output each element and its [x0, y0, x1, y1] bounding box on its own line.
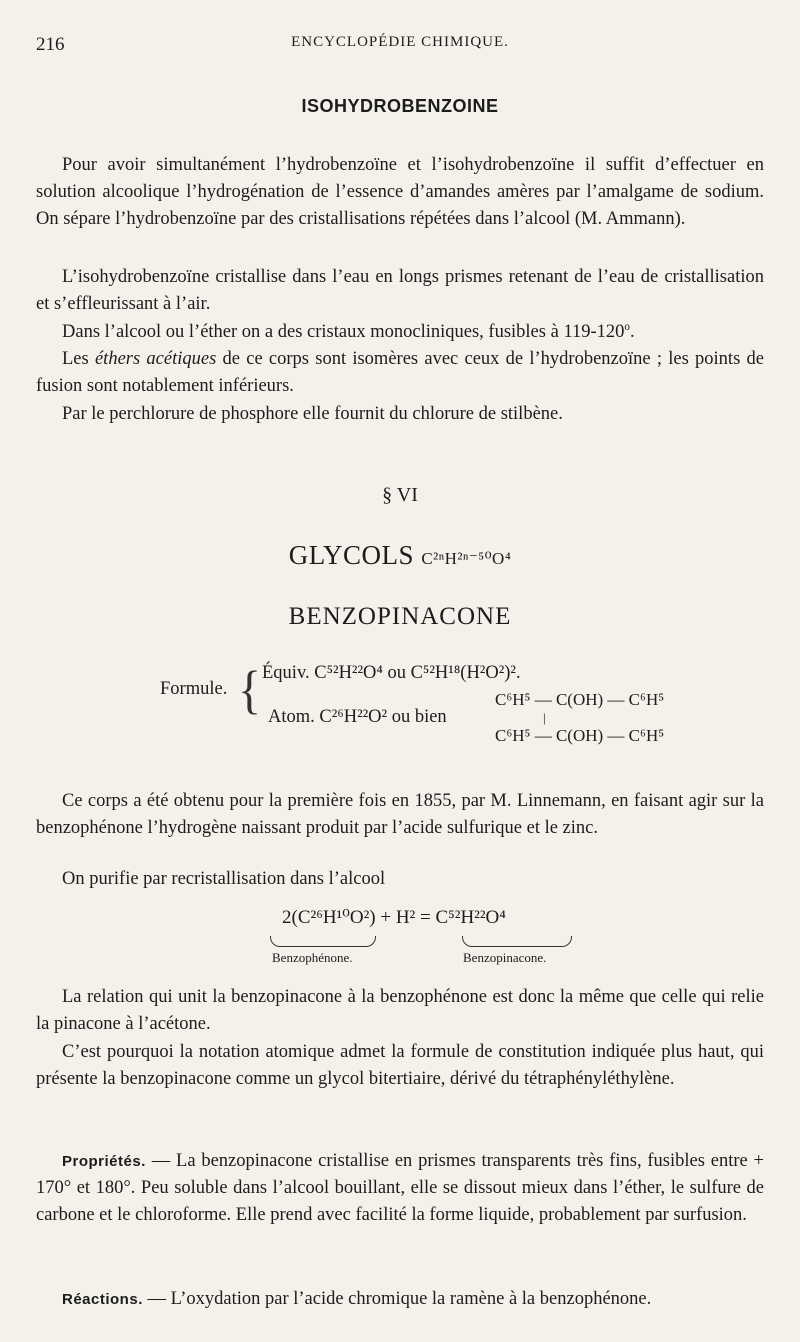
brace-glyph: {	[238, 661, 262, 720]
degree-mark: o	[624, 320, 630, 333]
paragraph-crystallisation	[36, 264, 764, 318]
structure-bond: |	[543, 710, 546, 725]
paragraph-text	[36, 1148, 764, 1229]
paragraph-ethers	[36, 346, 764, 400]
glycols-heading	[0, 540, 800, 571]
melting-point: 119-120	[563, 322, 625, 342]
formule-label: Formule.	[160, 679, 228, 699]
formula-block	[0, 655, 800, 775]
paragraph-text: L’isohydrobenzoïne cristallise dans l’eau en longs prismes retenant de l’eau de cristallisation et s’effleurissant à l’air.	[36, 267, 764, 314]
paragraph-notation	[36, 1039, 764, 1093]
paragraph-text: Pour avoir simultanément l’hydrobenzoïne et l’isohydrobenzoïne il suffit d’effectuer en solution alcoolique l’hydrogénation de l’essence d’amandes amères par l’amalgame de sodium. On sépare l’hydrobenzoïne par des cristallisations répétées dans l’alcool (M. Ammann).	[36, 155, 764, 229]
paragraph-text	[36, 1286, 764, 1313]
page-number: 216	[36, 34, 65, 55]
benzopinacone-heading: BENZOPINACONE	[288, 603, 512, 630]
paragraph-purification	[36, 866, 764, 893]
paragraph-perchloride	[36, 401, 764, 428]
paragraph-text: Par le perchlorure de phosphore elle fournit du chlorure de stilbène.	[62, 404, 563, 424]
glycols-formula: C²ⁿH²ⁿ⁻⁵⁰O⁴	[421, 549, 512, 568]
text-run: — L’oxydation par l’acide chromique la ramène à la benzophénone.	[142, 1289, 652, 1309]
reaction-equation	[0, 906, 800, 966]
run-in-heading-properties: Propriétés.	[62, 1153, 146, 1170]
equation-text: 2(C²⁶H¹⁰O²) + H² = C⁵²H²²O⁴	[282, 907, 506, 928]
running-title: ENCYCLOPÉDIE CHIMIQUE.	[291, 34, 509, 50]
text-run: Dans l’alcool ou l’éther on a des cristaux monocliniques, fusibles à	[62, 322, 564, 342]
italic-term: éthers acétiques	[94, 349, 217, 369]
paragraph-relation	[36, 984, 764, 1038]
page-header	[36, 34, 764, 58]
underbrace-right	[462, 936, 572, 947]
paragraph-properties	[36, 1148, 764, 1229]
paragraph-text	[36, 346, 764, 400]
structural-formula	[495, 689, 664, 747]
text-run: — La benzopinacone cristallise en prismes transparents très fins, fusibles entre + 170° et 180°. Peu soluble dans l’alcool bouillant, elle se dissout mieux dans l’éther, le sulfure de carbone et le chloroforme. Elle prend avec facilité la forme liquide, probablement par surfusion.	[36, 1151, 764, 1225]
equivalent-formula: Équiv. C⁵²H²²O⁴ ou C⁵²H¹⁸(H²O²)².	[262, 663, 521, 683]
text-run: Les	[62, 349, 95, 369]
run-in-heading-reactions: Réactions.	[62, 1291, 143, 1308]
structure-top-row: C⁶H⁵ — C(OH) — C⁶H⁵	[495, 690, 665, 709]
paragraph-text: Ce corps a été obtenu pour la première fois en 1855, par M. Linnemann, en faisant agir sur la benzophénone l’hydrogène naissant produit par l’acide sulfurique et le zinc.	[36, 791, 764, 838]
atomic-formula: Atom. C²⁶H²²O² ou bien	[268, 707, 447, 727]
paragraph-preparation	[36, 152, 764, 233]
paragraph-text	[36, 319, 764, 346]
caption-benzophenone: Benzophénone.	[272, 950, 353, 965]
paragraph-text: La relation qui unit la benzopinacone à la benzophénone est donc la même que celle qui relie la pinacone à l’acétone.	[36, 987, 764, 1034]
paragraph-reactions	[36, 1286, 764, 1313]
glycols-title: GLYCOLS	[288, 540, 415, 570]
structure-bottom-row: C⁶H⁵ — C(OH) — C⁶H⁵	[495, 726, 665, 745]
underbrace-left	[270, 936, 376, 947]
section-mark: § VI	[382, 484, 418, 506]
text-run: .	[629, 322, 635, 342]
isohydrobenzoine-heading: ISOHYDROBENZOINE	[301, 96, 499, 116]
caption-benzopinacone: Benzopinacone.	[463, 950, 547, 965]
text-run: de ce corps sont isomères avec ceux de l’hydrobenzoïne ; les points de fusion sont notablement inférieurs.	[36, 349, 764, 396]
paragraph-solvents	[36, 319, 764, 346]
paragraph-text: On purifie par recristallisation dans l’alcool	[62, 869, 386, 889]
paragraph-text: C’est pourquoi la notation atomique admet la formule de constitution indiquée plus haut, qui présente la benzopinacone comme un glycol bitertiaire, dérivé du tétraphényléthylène.	[36, 1042, 764, 1089]
paragraph-history	[36, 788, 764, 842]
